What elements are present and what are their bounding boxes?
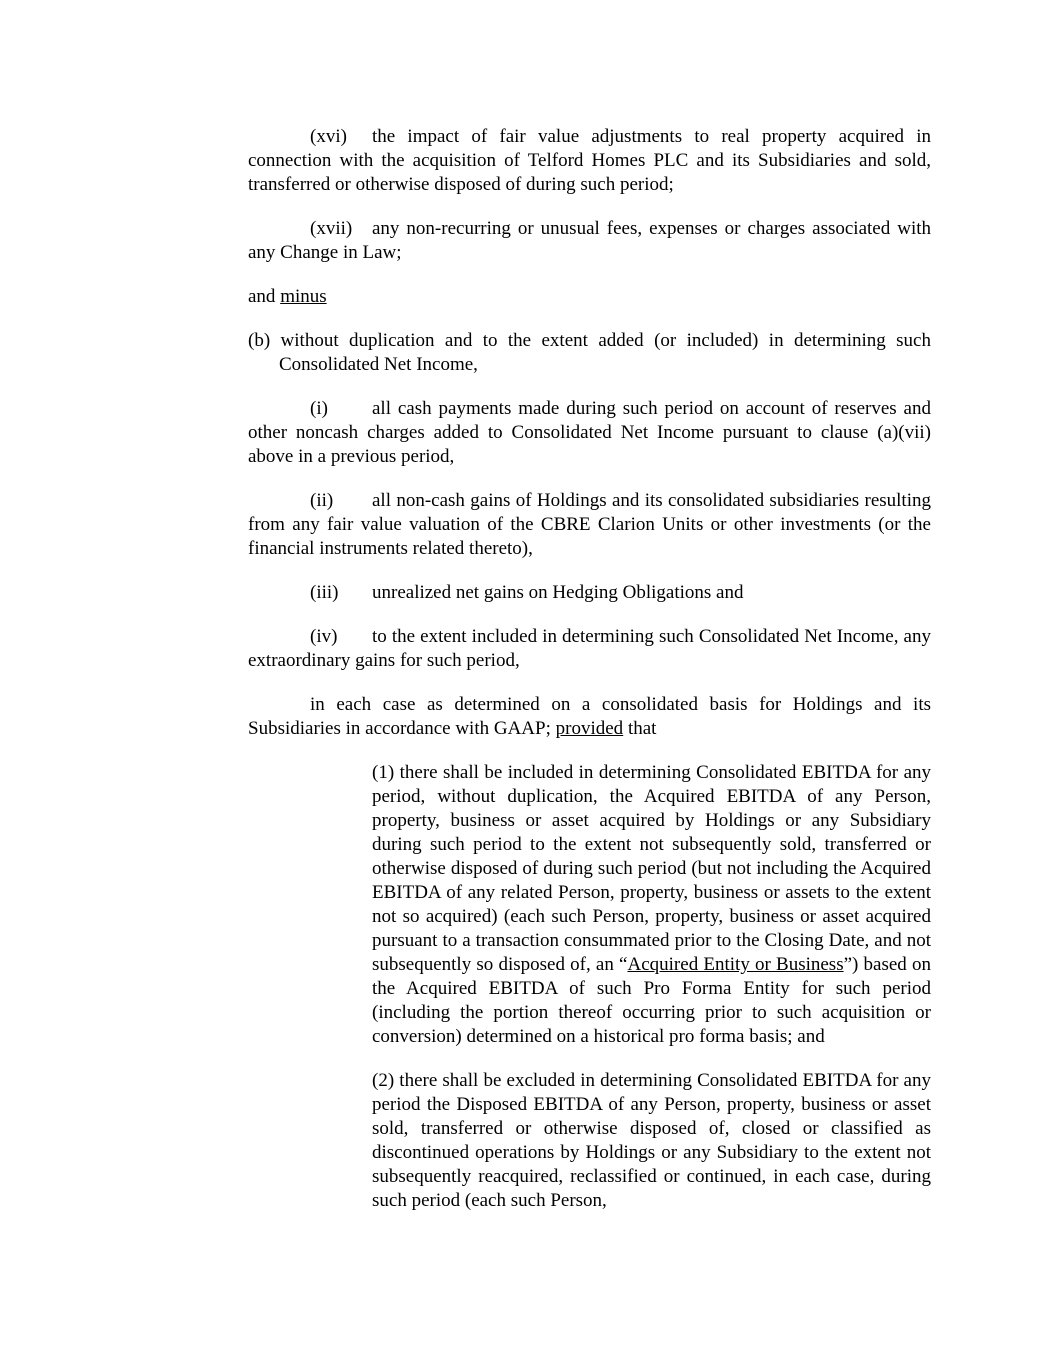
clause-i bbox=[248, 397, 931, 469]
clause-b bbox=[248, 329, 931, 377]
clause-number: (iii) bbox=[310, 582, 339, 603]
clause-number: (xvi) bbox=[310, 126, 347, 147]
proviso-2 bbox=[372, 1069, 931, 1213]
provided-underlined: provided bbox=[555, 718, 624, 739]
clause-text: unrealized net gains on Hedging Obligations and bbox=[372, 582, 744, 603]
clause-iii bbox=[248, 581, 931, 605]
and-minus-line bbox=[248, 285, 931, 309]
clause-text: the impact of fair value adjustments to real property acquired in connection with the acquisition of Telford Homes PLC and its Subsidiaries and sold, transferred or otherwise disposed of during such period; bbox=[248, 126, 931, 195]
acquired-entity-defined-term: Acquired Entity or Business bbox=[627, 954, 844, 975]
clause-text: any non-recurring or unusual fees, expenses or charges associated with any Change in Law; bbox=[248, 218, 931, 263]
clause-number: (xvii) bbox=[310, 218, 353, 239]
clause-xvii bbox=[248, 217, 931, 265]
document-page bbox=[248, 125, 931, 1213]
proviso-1-text: (1) there shall be included in determining Consolidated EBITDA for any period, without duplication, the Acquired EBITDA of any Person, property, business or asset acquired by Holdings or any Subsidiary during such period to the extent not subsequently sold, transferred or otherwise disposed of during such period (but not including the Acquired EBITDA of any related Person, property, business or assets to the extent not so acquired) (each such Person, property, business or asset acquired pursuant to a transaction consummated prior to the Closing Date, and not subsequently so disposed of, an “ bbox=[372, 762, 931, 975]
proviso-1-tail: ”) based on the Acquired EBITDA of such Pro Forma Entity for such period (including the portion thereof occurring prior to such acquisition or conversion) determined on a historical pro forma basis; and bbox=[372, 954, 931, 1047]
clause-number: (i) bbox=[310, 398, 328, 419]
each-case-paragraph bbox=[248, 693, 931, 741]
clause-text: all non-cash gains of Holdings and its consolidated subsidiaries resulting from any fair value valuation of the CBRE Clarion Units or other investments (or the financial instruments related thereto), bbox=[248, 490, 931, 559]
clause-text: all cash payments made during such period on account of reserves and other noncash charges added to Consolidated Net Income pursuant to clause (a)(vii) above in a previous period, bbox=[248, 398, 931, 467]
clause-text: to the extent included in determining such Consolidated Net Income, any extraordinary gains for such period, bbox=[248, 626, 931, 671]
proviso-1 bbox=[372, 761, 931, 1049]
clause-ii bbox=[248, 489, 931, 561]
clause-iv bbox=[248, 625, 931, 673]
each-case-tail: that bbox=[623, 718, 657, 739]
clause-xvi bbox=[248, 125, 931, 197]
proviso-2-text: (2) there shall be excluded in determining Consolidated EBITDA for any period the Disposed EBITDA of any Person, property, business or asset sold, transferred or otherwise disposed of, closed or classified as discontinued operations by Holdings or any Subsidiary to the extent not subsequently reacquired, reclassified or continued, in each case, during such period (each such Person, bbox=[372, 1070, 931, 1211]
and-text: and bbox=[248, 286, 281, 307]
minus-underlined: minus bbox=[280, 286, 327, 307]
clause-number: (iv) bbox=[310, 626, 338, 647]
clause-number: (ii) bbox=[310, 490, 334, 511]
clause-text: (b) without duplication and to the extent added (or included) in determining such Consolidated Net Income, bbox=[248, 330, 931, 375]
each-case-text: in each case as determined on a consolidated basis for Holdings and its Subsidiaries in accordance with GAAP; bbox=[248, 694, 931, 739]
